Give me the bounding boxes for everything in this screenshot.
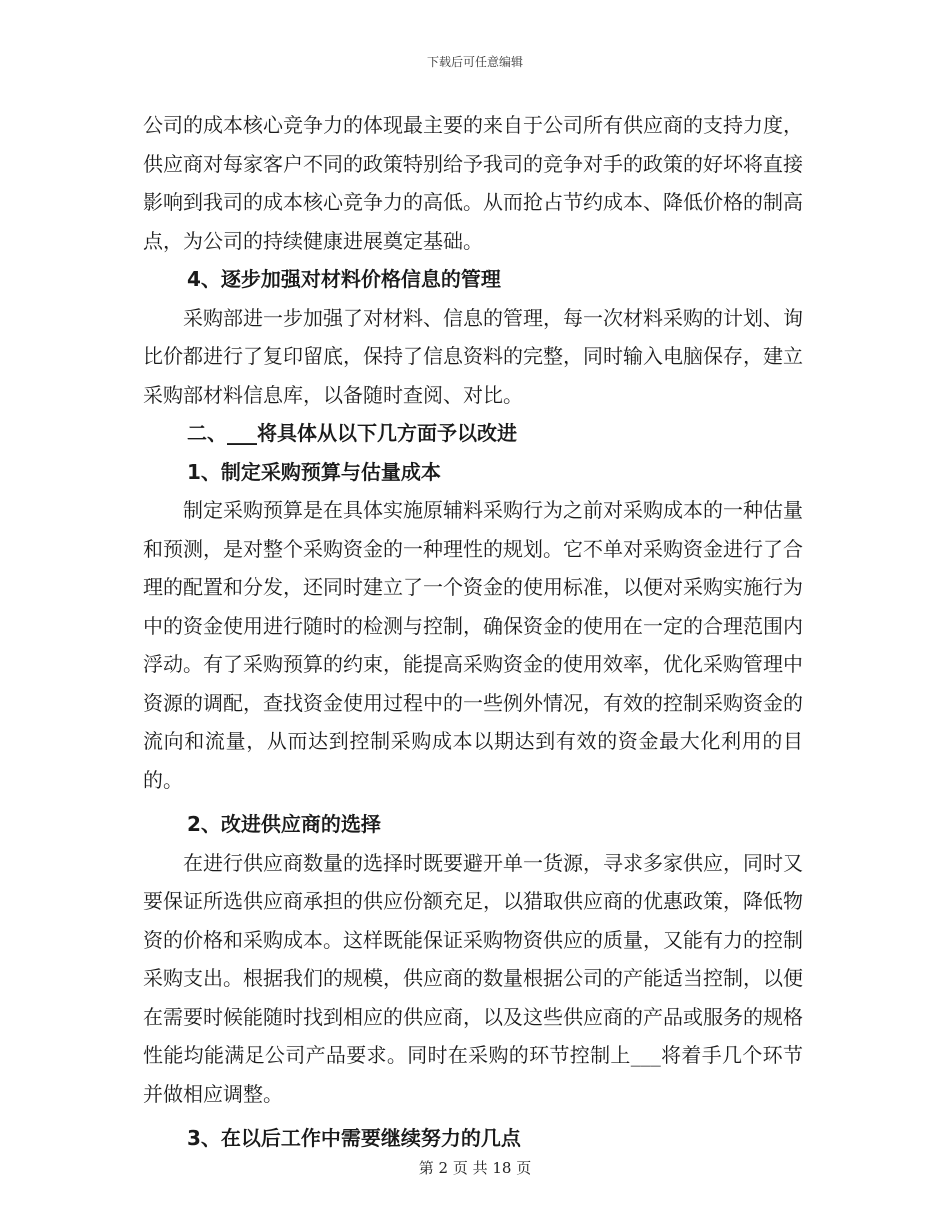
paragraph-supplier-selection-blank: ___ [630,1043,661,1067]
page-content [143,106,803,1158]
heading-improvements [143,414,803,453]
heading-improvements-blank: ___ [227,421,257,445]
paragraph-price-info-management: 采购部进一步加强了对材料、信息的管理，每一次材料采购的计划、询比价都进行了复印留底，保持了信息资料的完整，同时输入电脑保存，建立采购部材料信息库，以备随时查阅、对比。 [143,305,803,407]
paragraph-supplier-selection-main: 在进行供应商数量的选择时既要避开单一货源，寻求多家供应，同时又要保证所选供应商承担的供应份额充足，以猎取供应商的优惠政策，降低物资的价格和采购成本。这样既能保证采购物资供应的质量，又能有力的控制采购支出。根据我们的规模，供应商的数量根据公司的产能适当控制，以便在需要时候能随时找到相应的供应商，以及这些供应商的产品或服务的规格性能均能满足公司产品要求。同时在采购的环节控制上 [143,850,803,1067]
heading-improvements-text: 将具体从以下几方面予以改进 [257,421,517,445]
heading-improvements-prefix: 二、 [187,421,227,445]
paragraph-supplier-selection-tail: 将着手几个环节并做相应调整。 [143,1043,804,1106]
page-footer: 第 2 页 共 18 页 [418,1159,532,1177]
paragraph-budget-cost: 制定采购预算是在具体实施原辅料采购行为之前对采购成本的一种估量和预测，是对整个采购资金的一种理性的规划。它不单对采购资金进行了合理的配置和分发，还同时建立了一个资金的使用标准，以便对采购实施行为中的资金使用进行随时的检测与控制，确保资金的使用在一定的合理范围内浮动。有了采购预算的约束，能提高采购资金的使用效率，优化采购管理中资源的调配，查找资金使用过程中的一些例外情况，有效的控制采购资金的流向和流量，从而达到控制采购成本以期达到有效的资金最大化利用的目的。 [143,498,803,792]
paragraph-supplier-selection [143,844,803,1114]
heading-supplier-selection: 2、改进供应商的选择 [187,812,381,836]
page-header: 下载后可任意编辑 [426,55,523,69]
heading-future-work: 3、在以后工作中需要继续努力的几点 [187,1126,521,1150]
heading-budget-cost: 1、制定采购预算与估量成本 [187,459,441,484]
paragraph-supplier-support: 公司的成本核心竞争力的体现最主要的来自于公司所有供应商的支持力度，供应商对每家客户不同的政策特别给予我司的竞争对手的政策的好坏将直接影响到我司的成本核心竞争力的高低。从而抢占节约成本、降低价格的制高点，为公司的持续健康进展奠定基础。 [143,113,803,253]
heading-price-info-management: 4、逐步加强对材料价格信息的管理 [187,267,501,291]
